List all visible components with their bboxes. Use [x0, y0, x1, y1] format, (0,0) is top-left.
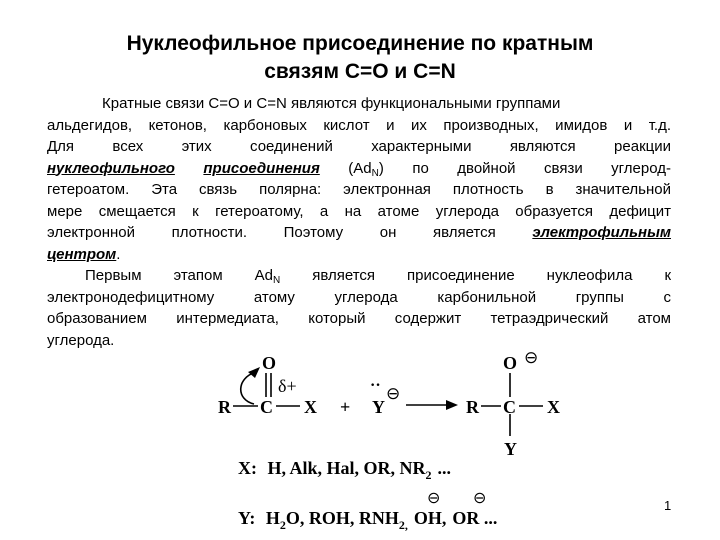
- carbon-atom: C: [260, 397, 273, 417]
- emphasis-term: электрофильным: [532, 224, 671, 241]
- y-nucleophile: Y: [372, 397, 385, 417]
- r-group: R: [466, 397, 479, 417]
- y-group: Y: [504, 439, 517, 459]
- list-text: OR ...: [452, 508, 498, 528]
- text-line: Для всех этих соединений характерными являются реакции: [47, 138, 671, 155]
- y-nucleophiles: [238, 508, 497, 532]
- r-group: R: [218, 397, 231, 417]
- page-number: 1: [664, 498, 672, 513]
- subscript: 2: [279, 518, 286, 532]
- oxygen-atom: O: [262, 353, 277, 373]
- text-fragment: Первым этапом Ad: [85, 267, 274, 284]
- minus-charge-icon: ⊖: [386, 384, 401, 403]
- x-substituents: [238, 458, 451, 482]
- text-line: электронодефицитному атому углерода карбонильной группы с: [47, 288, 671, 306]
- oxygen-atom: O: [503, 353, 518, 373]
- subscript: N: [371, 167, 379, 179]
- list-text: OH,: [413, 508, 447, 528]
- emphasis-term: центром: [47, 245, 117, 263]
- text-line: альдегидов, кетонов, карбоновых кислот и их производных, имидов и т.д.: [47, 116, 671, 134]
- list-text: ...: [437, 458, 452, 478]
- emphasis-term: присоединения: [203, 159, 320, 177]
- emphasis-term: нуклеофильного: [47, 159, 175, 177]
- text-line: гетероатом. Эта связь полярна: электронная плотность в значительной: [47, 181, 671, 198]
- x-group: X: [304, 397, 317, 417]
- subscript: 2,: [398, 518, 408, 532]
- text-line: Кратные связи С=О и С=N являются функциональными группами: [102, 95, 561, 112]
- minus-charge-icon: ⊖: [524, 348, 539, 367]
- delta-plus-label: δ+: [278, 376, 297, 396]
- label: X:: [238, 458, 257, 478]
- list-text: H, Alk, Hal, OR, NR: [267, 458, 426, 478]
- text-line: углерода.: [47, 331, 115, 349]
- subscript: 2: [425, 468, 432, 482]
- text-fragment: ) по двойной связи углерод-: [378, 159, 671, 177]
- minus-charge-icon: ⊖: [427, 490, 441, 507]
- subscript: N: [273, 275, 281, 286]
- text-fragment: .: [116, 245, 121, 263]
- text-line: мере смещается к гетероатому, а на атоме углерода образуется дефицит: [47, 202, 671, 220]
- list-text: O, ROH, RNH: [285, 508, 399, 528]
- text-fragment: является присоединение нуклеофила к: [280, 267, 671, 284]
- plus-sign: +: [340, 397, 351, 417]
- lone-pair-dots: ··: [370, 377, 381, 394]
- arrowhead-icon: [248, 367, 260, 378]
- list-text: H: [265, 508, 280, 528]
- x-group: X: [547, 397, 560, 417]
- carbon-atom: C: [503, 397, 516, 417]
- arrowhead-icon: [446, 400, 458, 410]
- text-line: образованием интермедиата, который содержит тетраэдрический атом: [47, 310, 671, 327]
- text-fragment: электронной плотности. Поэтому он является: [47, 224, 496, 241]
- slide-title-line1: Нуклеофильное присоединение по кратным: [126, 32, 594, 55]
- text-fragment: (Ad: [348, 159, 372, 177]
- slide-title-line2: связям С=О и С=N: [264, 60, 456, 83]
- label: Y:: [238, 508, 256, 528]
- minus-charge-icon: ⊖: [473, 490, 487, 507]
